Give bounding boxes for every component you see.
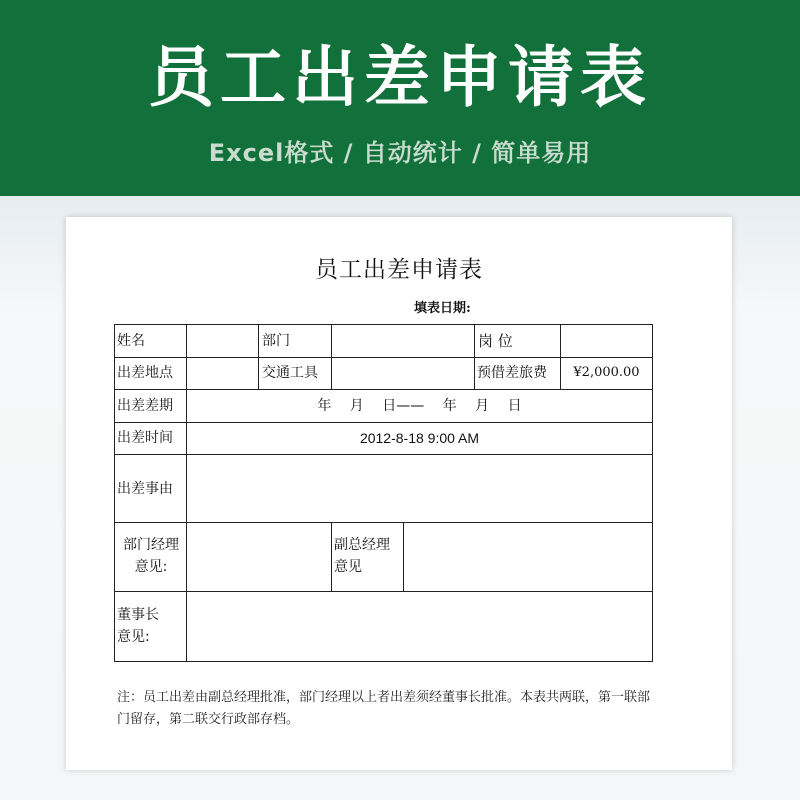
table-border-top: [114, 324, 653, 325]
row-divider: [114, 454, 653, 455]
period-label: 出差差期: [117, 398, 173, 414]
col-divider: [331, 324, 332, 389]
banner-title: 员工出差申请表: [148, 39, 652, 116]
dept-manager-label: 部门经理 意见:: [123, 537, 179, 575]
dept-label: 部门: [262, 333, 290, 349]
advance-value[interactable]: ¥2,000.00: [573, 365, 640, 380]
position-label: 岗 位: [478, 332, 513, 350]
destination-label: 出差地点: [117, 365, 173, 381]
position-input[interactable]: [563, 327, 649, 355]
row-divider: [114, 357, 653, 358]
time-value[interactable]: 2012-8-18 9:00 AM: [359, 430, 480, 446]
form-note: 注：员工出差由副总经理批准，部门经理以上者出差须经董事长批准。本表共两联，第一联部门留存，第二联交行政部存档。: [117, 690, 651, 727]
form-title: 员工出差申请表: [315, 257, 483, 283]
table-border-bottom: [114, 661, 653, 662]
header-banner: [0, 0, 800, 196]
row-divider: [114, 522, 653, 523]
table-border-left: [114, 324, 115, 662]
col-divider: [474, 324, 475, 389]
period-value[interactable]: 年 月 日—— 年 月 日: [317, 398, 522, 414]
dept-input[interactable]: [335, 327, 472, 355]
form-sheet: [66, 217, 732, 770]
col-divider: [403, 522, 404, 591]
banner-subtitle: Excel格式 / 自动统计 / 简单易用: [208, 139, 592, 167]
col-divider: [331, 522, 332, 591]
table-border-right: [652, 324, 653, 662]
row-divider: [114, 422, 653, 423]
row-divider: [114, 389, 653, 390]
transport-label: 交通工具: [262, 365, 318, 381]
transport-input[interactable]: [335, 360, 472, 387]
deputy-gm-opinion[interactable]: [407, 526, 648, 587]
time-label: 出差时间: [117, 430, 173, 446]
col-divider: [258, 324, 259, 389]
deputy-gm-label: 副总经理 意见: [334, 537, 390, 575]
reason-label: 出差事由: [117, 481, 173, 497]
reason-input[interactable]: [190, 458, 648, 518]
name-label: 姓名: [117, 333, 145, 349]
name-input[interactable]: [190, 327, 256, 355]
advance-label: 预借差旅费: [477, 365, 547, 381]
row-divider: [114, 591, 653, 592]
destination-input[interactable]: [190, 360, 256, 387]
fill-date-label: 填表日期:: [414, 301, 471, 316]
dept-manager-opinion[interactable]: [190, 526, 328, 587]
chairman-label: 董事长 意见:: [117, 607, 159, 645]
chairman-opinion[interactable]: [190, 595, 648, 657]
col-divider: [186, 324, 187, 662]
